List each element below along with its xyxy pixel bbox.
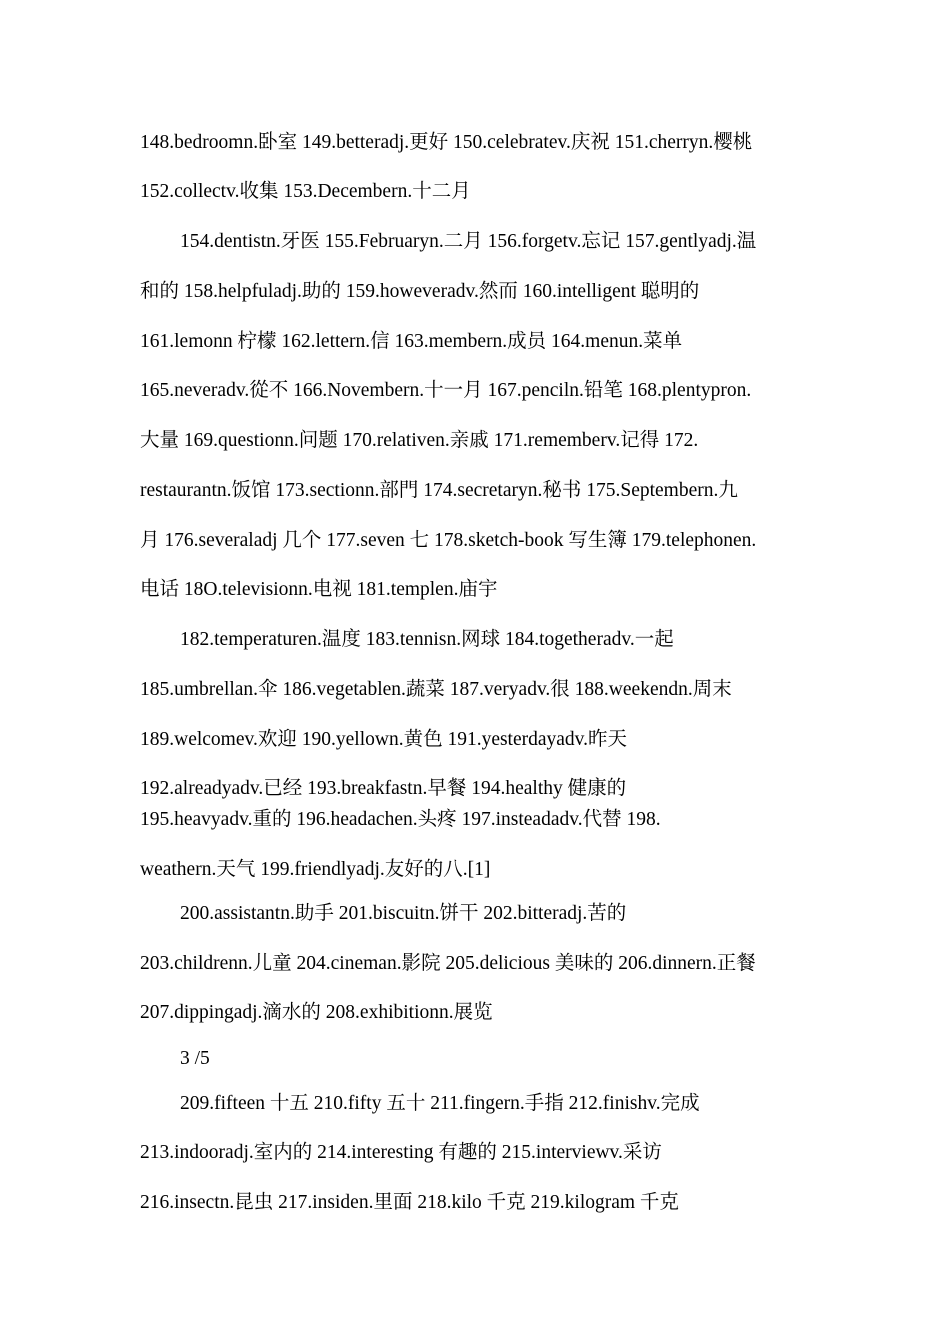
text-line: 和的 158.helpfuladj.助的 159.howeveradv.然而 160.intelligent 聪明的 — [140, 281, 700, 302]
text-line: 195.heavyadv.重的 196.headachen.头疼 197.insteadadv.代替 198. — [140, 809, 661, 830]
text-line: 大量 169.questionn.问题 170.relativen.亲戚 171.rememberv.记得 172. — [140, 430, 699, 451]
text-line: restaurantn.饭馆 173.sectionn.部門 174.secretaryn.秘书 175.Septembern.九 — [140, 480, 738, 501]
text-line: 165.neveradv.從不 166.Novembern.十一月 167.penciln.铅笔 168.plentypron. — [140, 380, 752, 401]
text-line: 电话 18O.televisionn.电视 181.templen.庙宇 — [140, 579, 498, 600]
text-line: 月 176.severaladj 几个 177.seven 七 178.sketch-book 写生簿 179.telephonen. — [140, 530, 757, 551]
text-line: 209.fifteen 十五 210.fifty 五十 211.fingern.手指 212.finishv.完成 — [180, 1093, 700, 1114]
text-line: 148.bedroomn.卧室 149.betteradj.更好 150.celebratev.庆祝 151.cherryn.樱桃 — [140, 132, 753, 153]
text-line: 185.umbrellan.伞 186.vegetablen.蔬菜 187.veryadv.很 188.weekendn.周末 — [140, 679, 732, 700]
text-line: 213.indooradj.室内的 214.interesting 有趣的 215.interviewv.采访 — [140, 1142, 662, 1163]
text-line: 192.alreadyadv.已经 193.breakfastn.早餐 194.healthy 健康的 — [140, 778, 627, 799]
text-line: 203.childrenn.儿童 204.cineman.影院 205.delicious 美味的 206.dinnern.正餐 — [140, 953, 756, 974]
page-number: 3 /5 — [180, 1048, 210, 1069]
text-line: 216.insectn.昆虫 217.insiden.里面 218.kilo 千克 219.kilogram 千克 — [140, 1192, 679, 1213]
text-line: 152.collectv.收集 153.Decembern.十二月 — [140, 181, 471, 202]
text-line: 189.welcomev.欢迎 190.yellown.黄色 191.yesterdayadv.昨天 — [140, 729, 628, 750]
text-line: 154.dentistn.牙医 155.Februaryn.二月 156.forgetv.忘记 157.gentlyadj.温 — [180, 231, 757, 252]
text-line: 182.temperaturen.温度 183.tennisn.网球 184.togetheradv.一起 — [180, 629, 674, 650]
text-line: weathern.天气 199.friendlyadj.友好的八.[1] — [140, 859, 491, 880]
text-line: 200.assistantn.助手 201.biscuitn.饼干 202.bitteradj.苦的 — [180, 903, 627, 924]
text-line: 161.lemonn 柠檬 162.lettern.信 163.membern.成员 164.menun.菜单 — [140, 331, 683, 352]
text-line: 207.dippingadj.滴水的 208.exhibitionn.展览 — [140, 1002, 493, 1023]
